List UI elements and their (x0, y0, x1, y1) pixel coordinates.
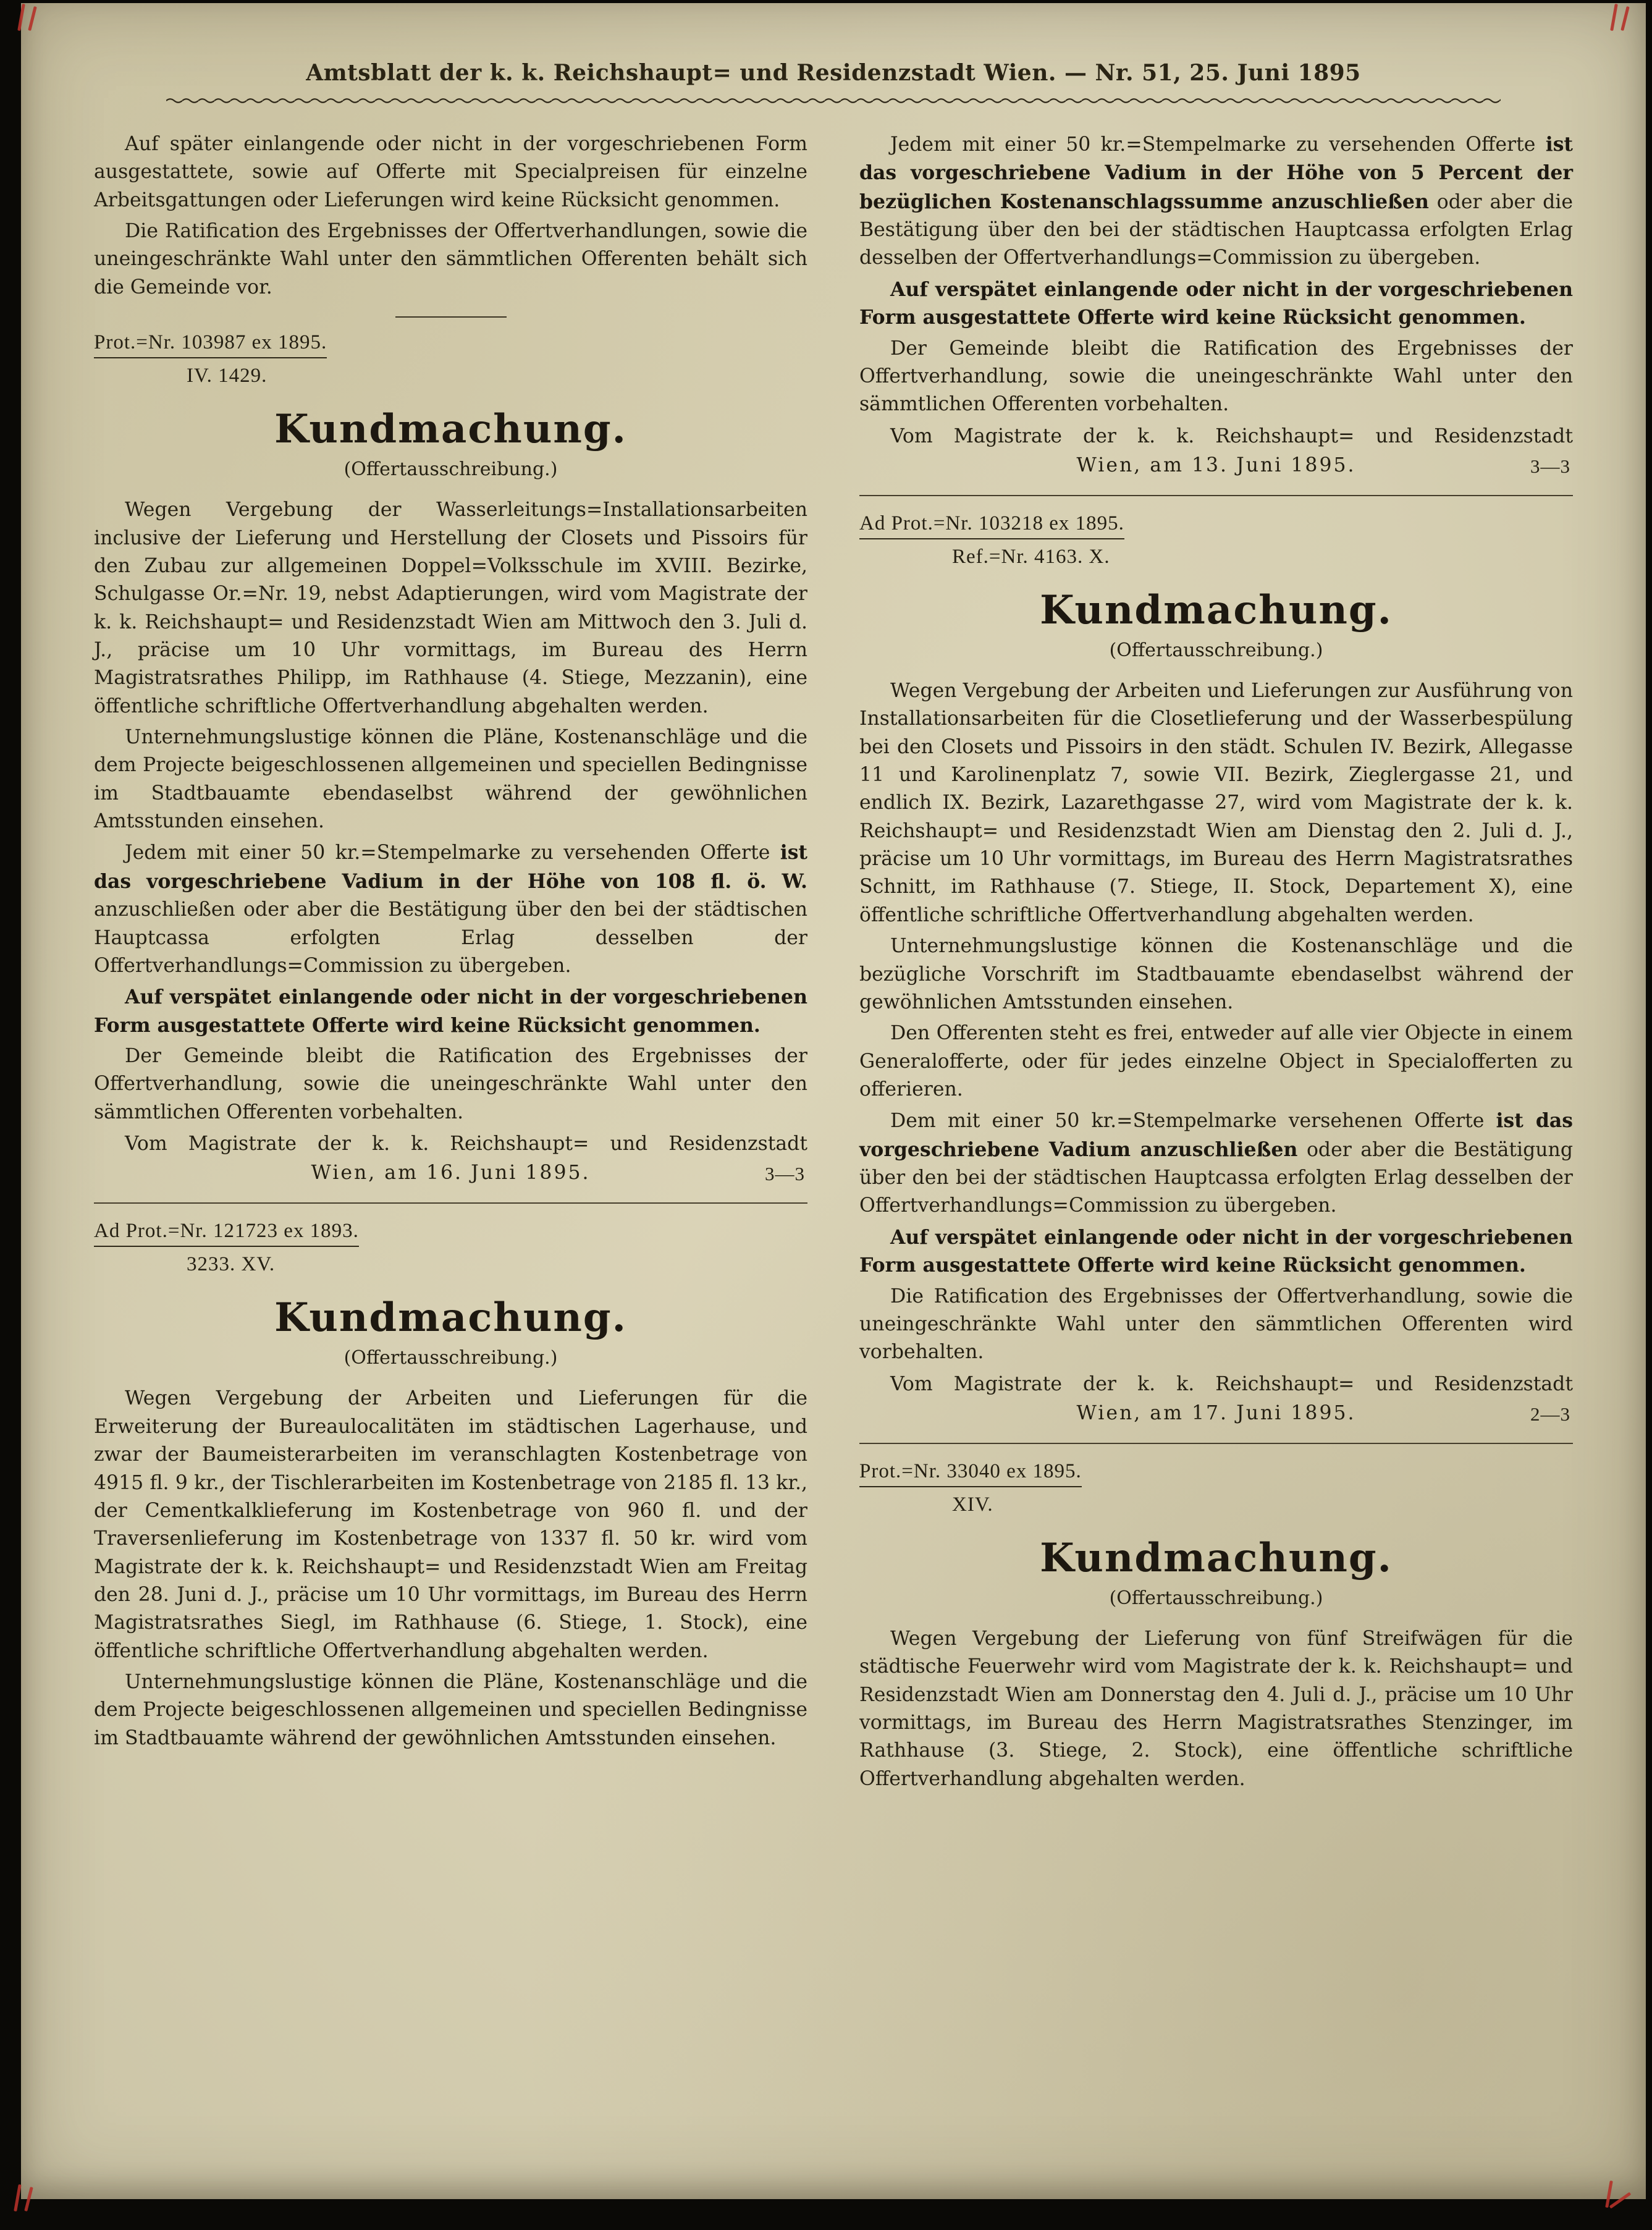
paragraph: Die Ratification des Ergebnisses der Offertverhandlungen, sowie die uneingeschränkte Wahl unter den sämmtlichen Offerenten behält sich die Gemeinde vor. (94, 220, 807, 298)
issue-badge: 2—3 (1530, 1403, 1570, 1425)
paragraph: Unternehmungslustige können die Pläne, Kostenanschläge und die dem Projecte beigeschlossenen allgemeinen und speciellen Bedingnisse im Stadtbauamte ebendaselbst während der gewöhnlichen Amtsstunden einsehen. (94, 726, 807, 833)
section-rule (859, 495, 1573, 496)
prot-number: Prot.=Nr. 33040 ex 1895. (859, 1460, 1082, 1487)
signature-date: Wien, am 13. Juni 1895. (1076, 454, 1356, 476)
paragraph-late-offers: Auf verspätet einlangende oder nicht in der vorgeschriebenen Form ausgestattete Offerte wird keine Rücksicht genommen. (859, 277, 1573, 329)
vadium-bold: ist das vorgeschriebene Vadium anzuschließen (859, 1109, 1574, 1161)
section-rule-short (395, 316, 507, 318)
notice-title: Kundmachung. (1040, 586, 1393, 633)
paragraph-vadium (94, 838, 807, 980)
notice-title: Kundmachung. (274, 406, 627, 453)
paragraph: Unternehmungslustige können die Pläne, Kostenanschläge und die dem Projecte beigeschlossenen allgemeinen und speciellen Bedingnisse im Stadtbauamte während der gewöhnlichen Amtsstunden einsehen. (94, 1671, 807, 1749)
two-column-layout (21, 130, 1646, 1796)
masthead-title: Amtsblatt der k. k. Reichshaupt= und Residenzstadt Wien. — Nr. 51, 25. Juni 1895 (306, 60, 1361, 86)
ref-number: IV. 1429. (187, 365, 268, 387)
paragraph: Unternehmungslustige können die Kostenanschläge und die bezügliche Vorschrift im Stadtbauamte ebendaselbst während der gewöhnlichen Amtsstunden einsehen. (859, 935, 1573, 1013)
paragraph: Auf später einlangende oder nicht in der vorgeschriebenen Form ausgestattete, sowie auf Offerte mit Specialpreisen für einzelne Arbeitsgattungen oder Lieferungen wird keine Rücksicht genommen. (94, 133, 807, 211)
signature-line: Vom Magistrate der k. k. Reichshaupt= und Residenzstadt (890, 1372, 1573, 1395)
prot-number-row (94, 1220, 807, 1247)
notice-subtitle: (Offertausschreibung.) (343, 1347, 558, 1369)
paragraph-ratification: Die Ratification des Ergebnisses der Offertverhandlung, sowie die uneingeschränkte Wahl unter den sämmtlichen Offerenten wird vorbehalten. (859, 1285, 1573, 1364)
left-column (94, 130, 807, 1796)
vadium-bold: ist das vorgeschriebene Vadium in der Höhe von 5 Percent der bezüglichen Kostenanschlagssumme anzuschließen (859, 133, 1573, 213)
notice-121723 (94, 1220, 807, 1752)
paragraph: Wegen Vergebung der Wasserleitungs=Installationsarbeiten inclusive der Lieferung und Herstellung der Closets und Pissoirs für den Zubau zur allgemeinen Doppel=Volksschule im XVIII. Bezirke, Schulgasse Or.=Nr. 19, nebst Adaptierungen, wird vom Magistrate der k. k. Reichshaupt= und Residenzstadt Wien am Mittwoch den 3. Juli d. J., präcise um 10 Uhr vormittags, im Bureau des Herrn Magistratsrathes Philipp, im Rathhause (4. Stiege, Mezzanin), eine öffentliche schriftliche Offertverhandlung abgehalten werden. (94, 499, 807, 717)
vadium-post: oder aber die Bestätigung über den bei der städtischen Hauptcassa erfolgten Erlag desselben der Offertverhandlungs=Commission zu übergeben. (859, 1138, 1574, 1217)
ref-number: XIV. (952, 1493, 993, 1516)
signature-date: Wien, am 17. Juni 1895. (1076, 1401, 1356, 1424)
issue-badge: 3—3 (1530, 455, 1570, 477)
signature-date: Wien, am 16. Juni 1895. (311, 1162, 591, 1185)
notice-title: Kundmachung. (1040, 1534, 1393, 1581)
paragraph: Den Offerenten steht es frei, entweder auf alle vier Objecte in einem Generalofferte, oder für jedes einzelne Object in Specialofferten zu offerieren. (859, 1022, 1573, 1100)
vadium-pre: Jedem mit einer 50 kr.=Stempelmarke zu versehenden Offerte (890, 133, 1546, 156)
ref-number: Ref.=Nr. 4163. X. (952, 545, 1110, 568)
signature-date-row (94, 1162, 807, 1184)
ref-number: 3233. XV. (187, 1253, 276, 1276)
notice-title: Kundmachung. (274, 1294, 627, 1341)
right-column (859, 130, 1573, 1796)
prot-number: Ad Prot.=Nr. 103218 ex 1895. (859, 512, 1124, 539)
prot-number-row (859, 1460, 1573, 1487)
prot-number-row (859, 512, 1573, 539)
crop-mark-bottom-left (10, 2182, 47, 2219)
masthead-wavy-rule (166, 97, 1501, 104)
vadium-post: oder aber die Bestätigung über den bei der städtischen Hauptcassa erfolgten Erlag desselben der Offertverhandlungs=Commission zu übergeben. (859, 190, 1573, 269)
section-rule (859, 1443, 1573, 1444)
notice-103987 (94, 331, 807, 1184)
paragraph-late-offers: Auf verspätet einlangende oder nicht in der vorgeschriebenen Form ausgestattete Offerte wird keine Rücksicht genommen. (859, 1225, 1573, 1277)
vadium-pre: Jedem mit einer 50 kr.=Stempelmarke zu versehenden Offerte (125, 842, 780, 864)
paragraph: Wegen Vergebung der Arbeiten und Lieferungen für die Erweiterung der Bureaulocalitäten im städtischen Lagerhause, und zwar der Baumeisterarbeiten im veranschlagten Kostenbetrage von 4915 fl. 9 kr., der Tischlerarbeiten im Kostenbetrage von 2185 fl. 13 kr., der Cementkalklieferung im Kostenbetrage von 960 fl. und der Traversenlieferung im Kostenbetrage von 1337 fl. 50 kr. wird vom Magistrate der k. k. Reichshaupt= und Residenzstadt Wien am Freitag den 28. Juni d. J., präcise um 10 Uhr vormittags, im Bureau des Herrn Magistratsrathes Siegl, im Rathhause (6. Stiege, 1. Stock), eine öffentliche schriftliche Offertverhandlung abgehalten werden. (94, 1387, 807, 1662)
notice-subtitle: (Offertausschreibung.) (1109, 639, 1323, 661)
paragraph-ratification: Der Gemeinde bleibt die Ratification des Ergebnisses der Offertverhandlung, sowie die uneingeschränkte Wahl unter den sämmtlichen Offerenten vorbehalten. (859, 337, 1573, 416)
issue-badge: 3—3 (765, 1163, 805, 1185)
notice-subtitle: (Offertausschreibung.) (1109, 1587, 1323, 1609)
paragraph-vadium (859, 130, 1573, 272)
crop-mark-bottom-right (1601, 2178, 1638, 2215)
paragraph: Wegen Vergebung der Lieferung von fünf Streifwägen für die städtische Feuerwehr wird vom Magistrate der k. k. Reichshaupt= und Residenzstadt Wien am Donnerstag den 4. Juli d. J., präcise um 10 Uhr vormittags, im Bureau des Herrn Magistratsrathes Stenzinger, im Rathhause (3. Stiege, 2. Stock), eine öffentliche schriftliche Offertverhandlung abgehalten werden. (859, 1627, 1573, 1790)
notice-103218 (859, 512, 1573, 1424)
crop-mark-top-right (1606, 1, 1643, 38)
signature-line: Vom Magistrate der k. k. Reichshaupt= und Residenzstadt (125, 1133, 807, 1155)
signature-date-row (859, 454, 1573, 476)
vadium-post: anzuschließen oder aber die Bestätigung über den bei der städtischen Hauptcassa erfolgten Erlag desselben der Offertverhandlungs=Commission zu übergeben. (94, 898, 807, 977)
vadium-bold: ist das vorgeschriebene Vadium in der Höhe von 108 fl. ö. W. (94, 841, 807, 893)
notice-subtitle: (Offertausschreibung.) (343, 458, 558, 481)
paragraph: Wegen Vergebung der Arbeiten und Lieferungen zur Ausführung von Installationsarbeiten für die Closetlieferung und der Wasserbespülung bei den Closets und Pissoirs in den städt. Schulen IV. Bezirk, Allegasse 11 und Karolinenplatz 7, sowie VII. Bezirk, Zieglergasse 21, und endlich IX. Bezirk, Lazarethgasse 27, wird vom Magistrate der k. k. Reichshaupt= und Residenzstadt Wien am Dienstag den 2. Juli d. J., präcise um 10 Uhr vormittags, im Bureau des Herrn Magistratsrathes Schnitt, im Rathhause (7. Stiege, II. Stock, Departement X), eine öffentliche schriftliche Offertverhandlung abgehalten werden. (859, 679, 1573, 926)
prot-number: Ad Prot.=Nr. 121723 ex 1893. (94, 1220, 359, 1247)
prot-number-row (94, 331, 807, 358)
vadium-pre: Dem mit einer 50 kr.=Stempelmarke versehenen Offerte (890, 1110, 1496, 1133)
notice-33040 (859, 1460, 1573, 1793)
paper (21, 3, 1646, 2199)
prot-number: Prot.=Nr. 103987 ex 1895. (94, 331, 327, 358)
paragraph-vadium (859, 1107, 1573, 1220)
section-rule (94, 1202, 807, 1204)
paragraph-late-offers: Auf verspätet einlangende oder nicht in der vorgeschriebenen Form ausgestattete Offerte wird keine Rücksicht genommen. (94, 986, 807, 1037)
crop-mark-top-left (14, 1, 51, 38)
signature-line: Vom Magistrate der k. k. Reichshaupt= und Residenzstadt (890, 424, 1573, 447)
signature-date-row (859, 1402, 1573, 1424)
paragraph-ratification: Der Gemeinde bleibt die Ratification des Ergebnisses der Offertverhandlung, sowie die uneingeschränkte Wahl unter den sämmtlichen Offerenten vorbehalten. (94, 1044, 807, 1123)
notice-continuation (859, 130, 1573, 476)
